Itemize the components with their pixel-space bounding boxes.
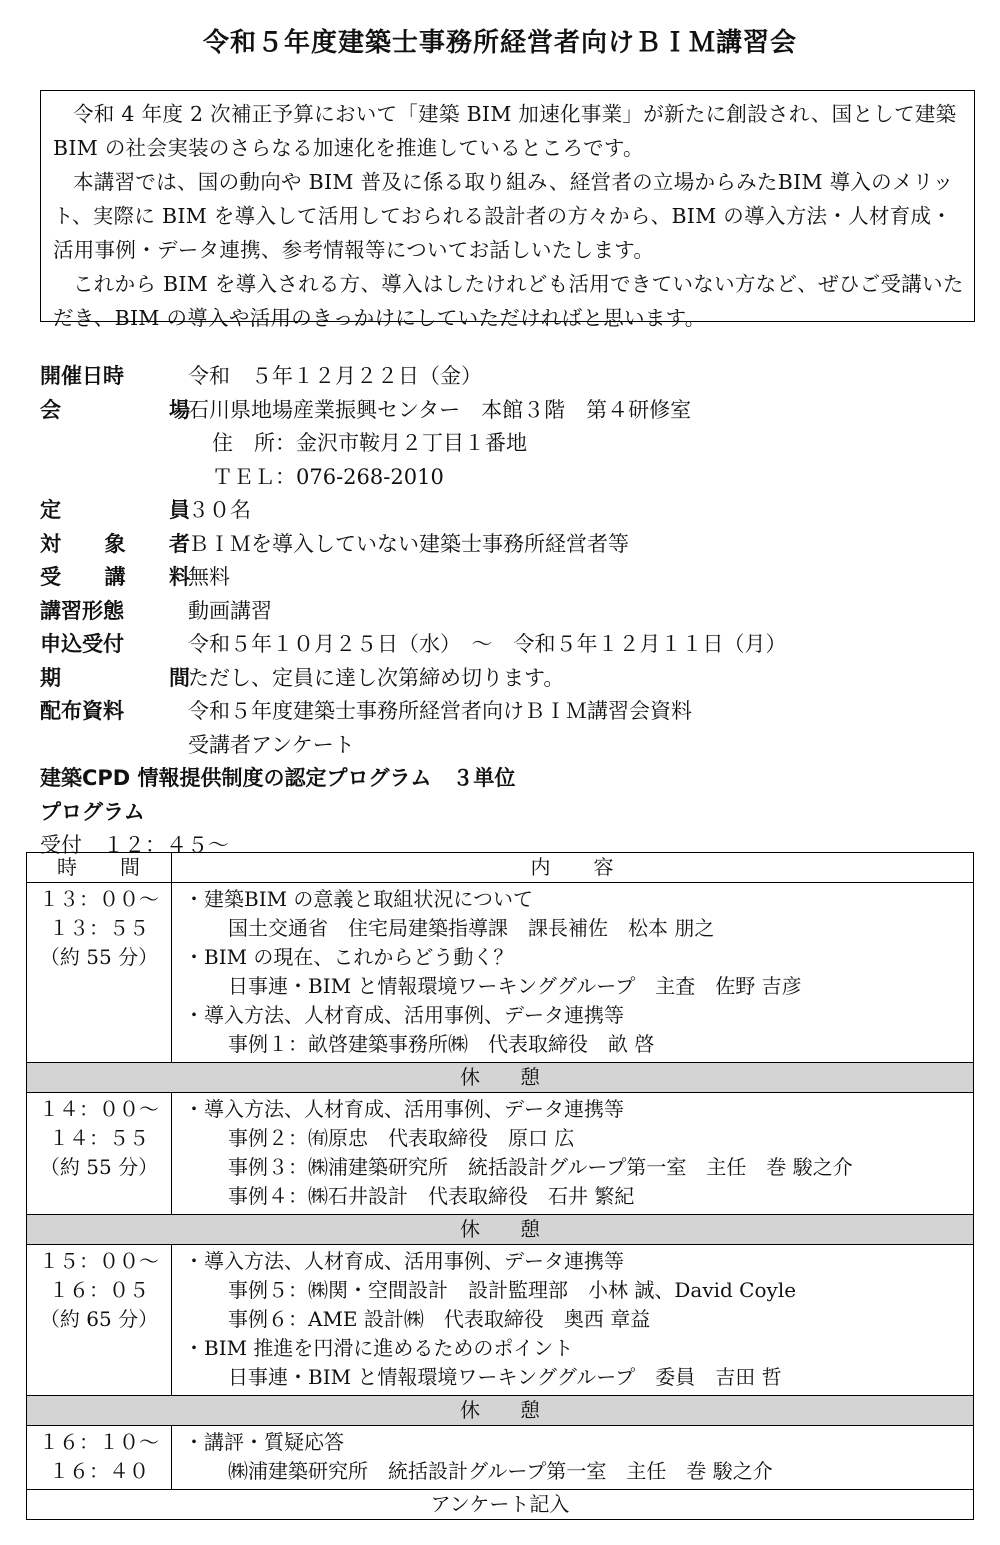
speaker-line: 事例１：畝啓建築事務所㈱ 代表取締役 畝 啓 [228,1032,655,1056]
session-time [27,1245,172,1396]
topic-line: ・建築BIM の意義と取組状況について [184,887,534,911]
cpd-text: 建築CPD 情報提供制度の認定プログラム ３単位 [40,766,516,790]
time-start: １６：１０～ [39,1430,159,1454]
session-content [172,1093,974,1215]
speaker-line: 事例５：㈱関・空間設計 設計監理部 小林 誠、David Coyle [228,1278,797,1302]
speaker-line: 日事連・BIM と情報環境ワーキンググループ 委員 吉田 哲 [228,1365,782,1389]
break-label: 休 憩 [27,1063,974,1093]
time-start: １３：００～ [39,887,159,911]
intro-paragraph: 本講習では、国の動向や BIM 普及に係る取り組み、経営者の立場からみたBIM 導入のメリット、実際に BIM を導入して活用しておられる設計者の方々から、BIM の導入方法・人材育成・活用事例・データ連携、参考情報等についてお話しいたします。 [53,170,954,262]
speaker-line: 事例４：㈱石井設計 代表取締役 石井 繁紀 [228,1184,635,1208]
fee-label: 受講料 [40,565,190,589]
apply-label: 申込受付 [40,632,124,656]
topic-line: ・導入方法、人材育成、活用事例、データ連携等 [184,1097,624,1121]
topic-line: ・導入方法、人材育成、活用事例、データ連携等 [184,1003,624,1027]
target-value: ＢＩＭを導入していない建築士事務所経営者等 [188,531,629,556]
break-label: 休 憩 [27,1215,974,1245]
venue-value: 石川県地場産業振興センター 本館３階 第４研修室 [188,397,692,422]
venue-row [40,394,980,428]
break-label: 休 憩 [27,1396,974,1426]
materials-value: 令和５年度建築士事務所経営者向けＢＩＭ講習会資料 [188,699,692,723]
capacity-value: ３０名 [188,498,251,522]
session-time [27,883,172,1063]
address-row [40,427,980,461]
speaker-line: 国土交通省 住宅局建築指導課 課長補佐 松本 朋之 [228,916,715,940]
period-row [40,662,980,696]
materials-row-2 [40,729,980,763]
time-start: １４：００～ [39,1097,159,1121]
period-value: ただし、定員に達し次第締め切ります。 [188,665,565,690]
apply-value: 令和５年１０月２５日（水） ～ 令和５年１２月１１日（月） [188,632,787,656]
fee-row [40,561,980,595]
survey-label: アンケート記入 [27,1490,974,1520]
materials-value-2: 受講者アンケート [188,732,355,757]
topic-line: ・導入方法、人材育成、活用事例、データ連携等 [184,1249,624,1273]
session-time [27,1426,172,1490]
schedule-table [26,852,974,1520]
target-label: 対象者 [40,531,190,556]
topic-line: ・BIM の現在、これからどう動く？ [184,945,514,969]
materials-label: 配布資料 [40,699,124,723]
address-value: 住 所：金沢市鞍月２丁目１番地 [212,431,527,455]
date-row [40,360,980,394]
survey-row [27,1490,974,1520]
date-value: 令和 ５年１２月２２日（金） [188,364,482,388]
header-content: 内 容 [172,853,974,883]
page-title: 令和５年度建築士事務所経営者向けＢＩＭ講習会 [202,28,797,58]
venue-label: 会場 [40,397,190,422]
capacity-row [40,494,980,528]
session-row [27,1093,974,1215]
time-end: １３：５５ [49,916,149,940]
speaker-line: 事例６：AME 設計㈱ 代表取締役 奥西 章益 [228,1307,651,1331]
reception-text: 受付 １２：４５～ [40,833,229,857]
target-row [40,528,980,562]
speaker-line: 事例３：㈱浦建築研究所 統括設計グループ第一室 主任 巻 駿之介 [228,1155,853,1179]
time-duration: （約 55 分） [39,945,159,969]
materials-row [40,695,980,729]
format-value: 動画講習 [188,598,272,623]
time-duration: （約 55 分） [39,1155,159,1179]
time-duration: （約 65 分） [39,1307,159,1331]
intro-paragraph: これから BIM を導入される方、導入はしたけれども活用できていない方など、ぜひご受講いただき、BIM の導入や活用のきっかけにしていただければと思います。 [53,272,964,330]
header-time: 時 間 [27,853,172,883]
session-row [27,1245,974,1396]
intro-paragraph: 令和 4 年度 2 次補正予算において「建築 BIM 加速化事業」が新たに創設され、国として建築 BIM の社会実装のさらなる加速化を推進しているところです。 [53,102,957,160]
format-row [40,595,980,629]
program-heading: プログラム [40,799,145,824]
fee-value: 無料 [188,565,230,589]
break-row [27,1215,974,1245]
time-end: １６：４０ [49,1459,149,1483]
time-start: １５：００～ [39,1249,159,1273]
tel-row [40,461,980,495]
apply-row [40,628,980,662]
session-row [27,1426,974,1490]
break-row [27,1396,974,1426]
session-time [27,1093,172,1215]
time-end: １４：５５ [49,1126,149,1150]
date-label: 開催日時 [40,364,124,388]
speaker-line: 日事連・BIM と情報環境ワーキンググループ 主査 佐野 吉彦 [228,974,802,998]
topic-line: ・BIM 推進を円滑に進めるためのポイント [184,1336,574,1360]
session-content [172,1426,974,1490]
break-row [27,1063,974,1093]
speaker-line: 事例２：㈲原忠 代表取締役 原口 広 [228,1126,575,1150]
tel-value: ＴＥＬ：076-268-2010 [212,464,444,489]
capacity-label: 定員 [40,498,190,522]
table-header-row [27,853,974,883]
event-info [40,360,980,863]
session-row [27,883,974,1063]
session-content [172,883,974,1063]
format-label: 講習形態 [40,598,124,623]
session-content [172,1245,974,1396]
time-end: １６：０５ [49,1278,149,1302]
program-row [40,796,980,830]
period-label: 期間 [40,665,190,690]
speaker-line: ㈱浦建築研究所 統括設計グループ第一室 主任 巻 駿之介 [228,1459,773,1483]
topic-line: ・講評・質疑応答 [184,1430,344,1454]
intro-box [40,90,975,330]
cpd-row [40,762,980,796]
